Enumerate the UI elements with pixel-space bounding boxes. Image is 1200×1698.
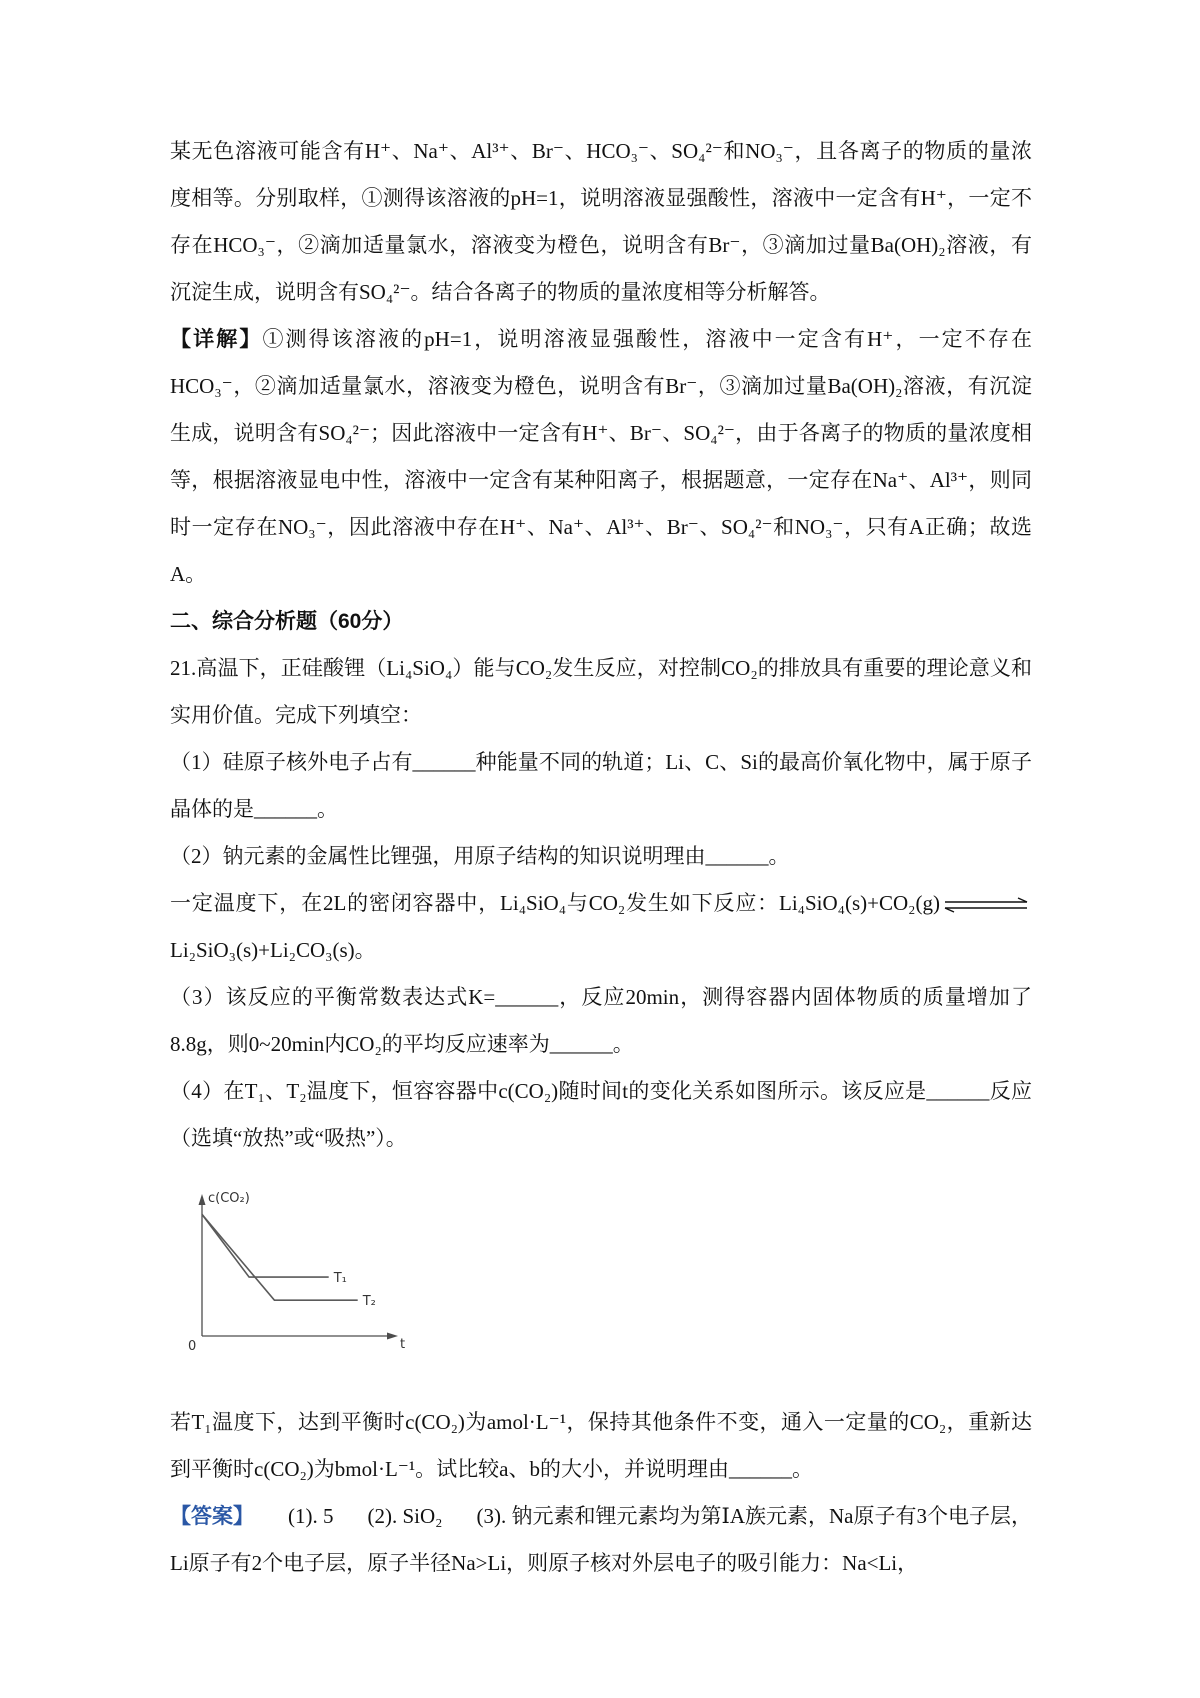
paragraph-question-analysis: 某无色溶液可能含有H⁺、Na⁺、Al³⁺、Br⁻、HCO₃⁻、SO₄²⁻和NO₃⁻，且各离子的物质的量浓度相等。分别取样，①测得该溶液的pH=1，说明溶液显强酸性，溶液中一定含有H⁺，一定不存在HCO₃⁻，②滴加适量氯水，溶液变为橙色，说明含有Br⁻，③滴加过量Ba(OH)₂溶液，有沉淀生成，说明含有SO₄²⁻。结合各离子的物质的量浓度相等分析解答。 xyxy=(170,139,1032,304)
chart-series-line xyxy=(202,1214,329,1277)
answer-item-2: (2). SiO₂ xyxy=(367,1504,443,1528)
chart-series-line xyxy=(202,1214,358,1300)
answer-item-1: (1). 5 xyxy=(288,1504,334,1528)
section-header: 二、综合分析题（60分） xyxy=(170,610,404,633)
chart-series-label: T₁ xyxy=(333,1271,347,1287)
detail-label: 【详解】 xyxy=(170,327,263,351)
paragraph-q21-part1: （1）硅原子核外电子占有______种能量不同的轨道；Li、C、Si的最高价氧化物中，属于原子晶体的是______。 xyxy=(170,750,1032,821)
paragraph-q21-part2: （2）钠元素的金属性比锂强，用原子结构的知识说明理由______。 xyxy=(170,844,790,868)
paragraph-reaction-equation xyxy=(170,880,1032,974)
reaction-products: Li₂SiO₃(s)+Li₂CO₃(s)。 xyxy=(170,938,376,962)
paragraph-equilibrium-comparison: 若T₁温度下，达到平衡时c(CO₂)为amol·L⁻¹，保持其他条件不变，通入一定量的CO₂，重新达到平衡时c(CO₂)为bmol·L⁻¹。试比较a、b的大小，并说明理由______。 xyxy=(170,1410,1032,1481)
answer-label: 【答案】 xyxy=(170,1504,255,1528)
paragraph-q21-part4: （4）在T₁、T₂温度下，恒容容器中c(CO₂)随时间t的变化关系如图所示。该反应是______反应（选填“放热”或“吸热”）。 xyxy=(170,1079,1032,1150)
answer-item-3: (3). 钠元素和锂元素均为第ⅠA族元素，Na原子有3个电子层，Li原子有2个电子层，原子半径Na>Li，则原子核对外层电子的吸引能力：Na<Li， xyxy=(170,1504,1032,1575)
paragraph-answer xyxy=(170,1493,1032,1587)
co2-time-chart xyxy=(178,1186,1032,1383)
paragraph-q21-intro: 21.高温下，正硅酸锂（Li₄SiO₄）能与CO₂发生反应，对控制CO₂的排放具有重要的理论意义和实用价值。完成下列填空： xyxy=(170,656,1032,727)
chart-origin-label: 0 xyxy=(188,1339,197,1354)
reaction-reactants: 一定温度下，在2L的密闭容器中，Li₄SiO₄与CO₂发生如下反应：Li₄SiO₄(s)+CO₂(g) xyxy=(170,891,940,915)
chart-series-label: T₂ xyxy=(362,1294,376,1310)
chart-ylabel: c(CO₂) xyxy=(208,1191,250,1206)
paragraph-q21-part3: （3）该反应的平衡常数表达式K=______，反应20min，测得容器内固体物质的质量增加了8.8g，则0~20min内CO₂的平均反应速率为______。 xyxy=(170,985,1032,1056)
detail-text: ①测得该溶液的pH=1，说明溶液显强酸性，溶液中一定含有H⁺，一定不存在HCO₃⁻，②滴加适量氯水，溶液变为橙色，说明含有Br⁻，③滴加过量Ba(OH)₂溶液，有沉淀生成，说明含有SO₄²⁻；因此溶液中一定含有H⁺、Br⁻、SO₄²⁻，由于各离子的物质的量浓度相等，根据溶液显电中性，溶液中一定含有某种阳离子，根据题意，一定存在Na⁺、Al³⁺，则同时一定存在NO₃⁻，因此溶液中存在H⁺、Na⁺、Al³⁺、Br⁻、SO₄²⁻和NO₃⁻，只有A正确；故选A。 xyxy=(170,327,1033,586)
chart-xlabel: t xyxy=(400,1337,406,1352)
paragraph-detail-explanation xyxy=(170,316,1032,598)
chart-canvas xyxy=(178,1186,428,1366)
reversible-arrow-icon xyxy=(942,897,1030,913)
